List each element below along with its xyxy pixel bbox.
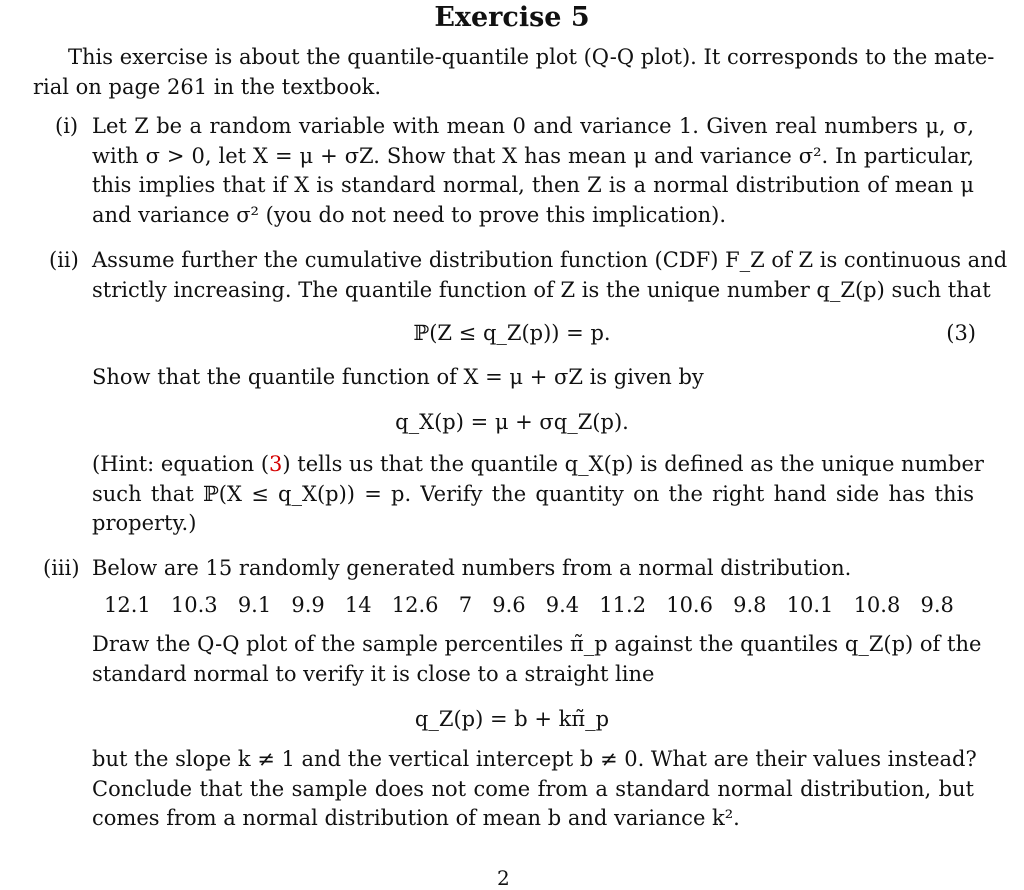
exercise-title: Exercise 5 — [434, 2, 590, 33]
data-value: 12.1 — [104, 593, 151, 617]
show-line: Show that the quantile function of X = μ + σZ is given by — [92, 365, 704, 389]
data-value: 10.6 — [666, 593, 713, 617]
data-value: 12.6 — [391, 593, 439, 617]
equation-ref-link[interactable]: 3 — [269, 452, 283, 476]
data-value: 11.2 — [599, 593, 647, 617]
conclusion-line: but the slope k ≠ 1 and the vertical intercept b ≠ 0. What are their values instead? — [92, 747, 977, 771]
data-value: 9.9 — [291, 593, 325, 617]
data-value: 7 — [458, 593, 473, 617]
data-value: 10.1 — [786, 593, 834, 617]
part-i-text — [92, 112, 974, 230]
part-i-label: (i) — [55, 114, 79, 138]
part-iii-label: (iii) — [43, 556, 80, 580]
intro-line: rial on page 261 in the textbook. — [33, 74, 382, 99]
intro-paragraph — [33, 43, 995, 102]
part-i-line: and variance σ² (you do not need to prove this implication). — [92, 202, 727, 227]
data-value: 9.1 — [237, 593, 272, 617]
data-value: 9.8 — [920, 593, 954, 617]
part-ii-line: strictly increasing. The quantile function of Z is the unique number q_Z(p) such that — [92, 277, 991, 302]
part-iii-text — [92, 630, 982, 689]
sample-data-row — [104, 591, 954, 620]
data-value: 9.8 — [733, 593, 767, 617]
data-value: 10.3 — [170, 593, 218, 617]
part-i-line: with σ > 0, let X = μ + σZ. Show that X has mean μ and variance σ². In particular, — [92, 143, 974, 168]
data-value: 14 — [344, 593, 372, 617]
equation-3: ℙ(Z ≤ q_Z(p)) = p. — [413, 321, 611, 345]
intro-line: This exercise is about the quantile-quantile plot (Q-Q plot). It corresponds to the mate- — [68, 45, 995, 69]
data-value: 10.8 — [853, 593, 901, 617]
equation-quantile-x: q_X(p) = μ + σq_Z(p). — [395, 410, 629, 434]
conclusion-paragraph — [92, 745, 977, 834]
hint-line: such that ℙ(X ≤ q_X(p)) = p. Verify the quantity on the right hand side has this — [92, 481, 974, 506]
part-iii-line: standard normal to verify it is close to a straight line — [92, 661, 655, 686]
hint-paragraph — [92, 450, 984, 539]
conclusion-line: comes from a normal distribution of mean b and variance k². — [92, 806, 740, 830]
hint-line: property.) — [92, 511, 197, 535]
equation-qq-line: q_Z(p) = b + kπ̃_p — [414, 707, 610, 731]
part-ii-line: Assume further the cumulative distribution function (CDF) F_Z of Z is continuous and — [92, 248, 1008, 272]
part-ii-text — [92, 246, 1008, 305]
part-i-line: Let Z be a random variable with mean 0 and variance 1. Given real numbers μ, σ, — [92, 114, 974, 138]
data-value: 9.4 — [545, 593, 580, 617]
equation-number: (3) — [946, 321, 976, 345]
page-number: 2 — [497, 866, 510, 890]
conclusion-line: Conclude that the sample does not come from a standard normal distribution, but — [92, 776, 974, 801]
hint-line: (Hint: equation (3) tells us that the quantile q_X(p) is defined as the unique number — [92, 452, 984, 476]
part-i-line: this implies that if X is standard normal, then Z is a normal distribution of mean μ — [92, 173, 974, 197]
part-iii-line: Draw the Q-Q plot of the sample percentiles π̃_p against the quantiles q_Z(p) of the — [92, 632, 982, 656]
part-ii-label: (ii) — [49, 248, 79, 272]
data-value: 9.6 — [492, 593, 526, 617]
part-iii-intro: Below are 15 randomly generated numbers from a normal distribution. — [92, 556, 852, 580]
